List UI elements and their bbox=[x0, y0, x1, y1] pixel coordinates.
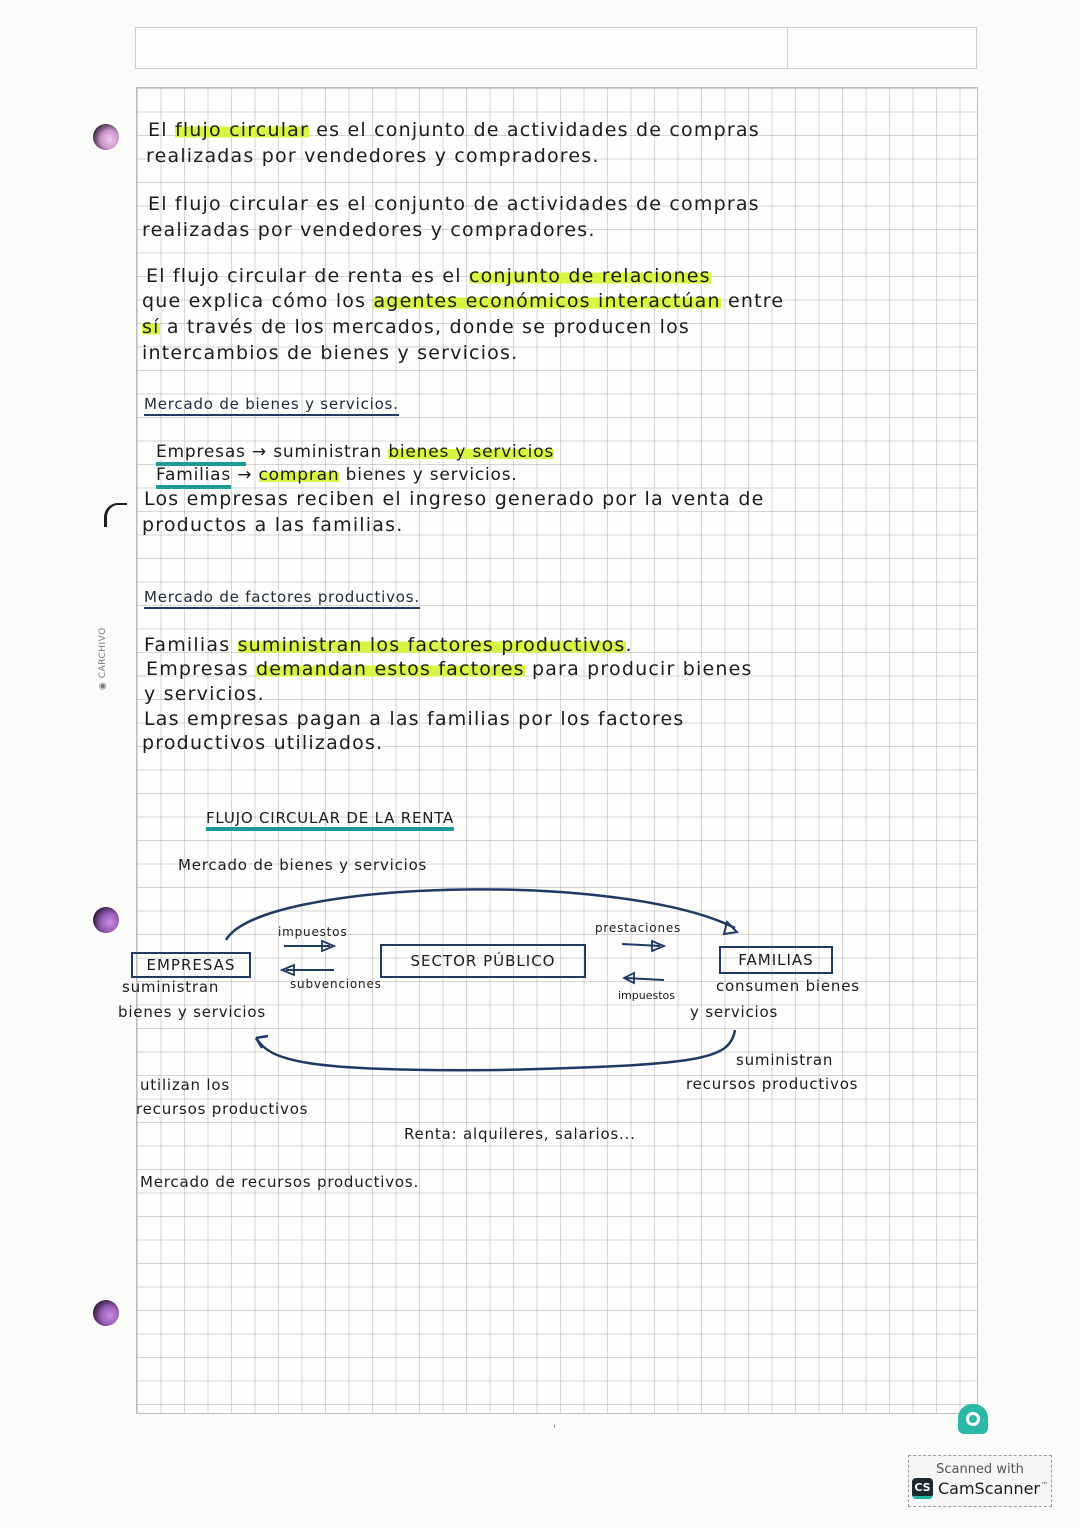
side-brand-text: CARCHIVO bbox=[98, 627, 108, 679]
highlighted-term: sí bbox=[142, 316, 160, 338]
section-heading-factors bbox=[144, 585, 420, 609]
goods-line-2 bbox=[156, 463, 518, 487]
label-familias-desc-1: consumen bienes bbox=[716, 977, 860, 995]
term-familias: Familias bbox=[156, 465, 231, 489]
camscanner-logo-icon: CS bbox=[912, 1478, 933, 1499]
highlighted-term: bienes y servicios bbox=[388, 442, 555, 462]
watermark-brand-name: CamScanner bbox=[937, 1479, 1041, 1498]
section-heading-text: Mercado de factores productivos. bbox=[144, 588, 420, 609]
label-impuestos-bottom: impuestos bbox=[618, 989, 675, 1002]
section-heading-goods bbox=[144, 392, 399, 416]
paragraph-3-line-1 bbox=[146, 264, 711, 288]
paragraph-1-line-1 bbox=[148, 118, 760, 142]
paragraph-3-line-3 bbox=[142, 315, 690, 339]
paragraph-2-line-2: realizadas por vendedores y compradores. bbox=[142, 219, 596, 241]
text-segment: es el conjunto de actividades de compras bbox=[309, 119, 760, 141]
app-logo-ring bbox=[966, 1412, 980, 1426]
header-divider bbox=[787, 28, 788, 68]
binder-hole-icon bbox=[93, 907, 119, 933]
label-empresas-desc-2: bienes y servicios bbox=[118, 1003, 266, 1021]
text-segment: El bbox=[148, 119, 175, 141]
text-segment: Empresas bbox=[146, 658, 256, 680]
node-label: FAMILIAS bbox=[738, 951, 814, 969]
diagram-bottom-market-label: Mercado de recursos productivos. bbox=[140, 1173, 420, 1191]
text-segment: entre bbox=[720, 290, 785, 312]
binder-hole-icon bbox=[93, 1300, 119, 1326]
page-mark: ' bbox=[553, 1424, 556, 1435]
diagram-title-text: FLUJO CIRCULAR DE LA RENTA bbox=[206, 809, 454, 831]
factors-line-5: productivos utilizados. bbox=[142, 732, 384, 754]
text-segment: a través de los mercados, donde se producen los bbox=[159, 316, 690, 338]
node-label: EMPRESAS bbox=[146, 956, 236, 974]
header-box bbox=[135, 27, 977, 69]
highlighted-term: suministran los factores productivos bbox=[237, 634, 626, 656]
label-renta: Renta: alquileres, salarios... bbox=[404, 1125, 636, 1143]
label-empresas-use-2: recursos productivos bbox=[136, 1100, 309, 1118]
text-segment: para producir bienes bbox=[524, 658, 753, 680]
highlighted-term: demandan estos factores bbox=[255, 658, 525, 680]
factors-line-4: Las empresas pagan a las familias por los factores bbox=[144, 708, 685, 730]
side-brand-label bbox=[98, 627, 108, 690]
text-segment: suministran bbox=[273, 442, 389, 462]
paragraph-3-line-4: intercambios de bienes y servicios. bbox=[142, 342, 519, 364]
trademark-mark: ™ bbox=[1041, 1480, 1049, 1489]
diagram-top-market-label: Mercado de bienes y servicios bbox=[178, 856, 428, 874]
text-segment: . bbox=[625, 634, 633, 656]
text-segment: que explica cómo los bbox=[142, 290, 374, 312]
watermark-brand bbox=[909, 1478, 1051, 1499]
section-heading-text: Mercado de bienes y servicios. bbox=[144, 395, 399, 416]
label-familias-supply-2: recursos productivos bbox=[686, 1075, 859, 1093]
binder-hole-partial-icon bbox=[104, 503, 127, 527]
paragraph-2-line-1: El flujo circular es el conjunto de actividades de compras bbox=[148, 193, 760, 215]
node-label: SECTOR PÚBLICO bbox=[410, 952, 556, 970]
goods-line-4: productos a las familias. bbox=[142, 514, 404, 536]
arrow-right-icon: → bbox=[251, 442, 267, 462]
goods-line-3: Los empresas reciben el ingreso generado por la venta de bbox=[144, 488, 765, 510]
label-prestaciones: prestaciones bbox=[595, 921, 682, 935]
arrow-right-icon: → bbox=[237, 465, 253, 485]
app-logo-icon bbox=[958, 1404, 988, 1434]
label-empresas-use-1: utilizan los bbox=[140, 1076, 230, 1094]
highlighted-term: conjunto de relaciones bbox=[468, 265, 711, 287]
node-sector-publico bbox=[380, 944, 586, 978]
text-segment: El flujo circular de renta es el bbox=[146, 265, 469, 287]
factors-line-1 bbox=[144, 633, 633, 657]
label-impuestos-top: impuestos bbox=[278, 925, 348, 939]
text-segment: Familias bbox=[144, 634, 238, 656]
camscanner-watermark bbox=[908, 1455, 1052, 1507]
goods-line-1 bbox=[156, 440, 554, 464]
factors-line-2 bbox=[146, 657, 753, 681]
text-segment: bienes y servicios. bbox=[339, 465, 518, 485]
paragraph-3-line-2 bbox=[142, 289, 784, 313]
diagram-title bbox=[206, 806, 454, 830]
label-empresas-desc-1: suministran bbox=[122, 978, 220, 996]
brand-logo-icon: ◉ bbox=[98, 678, 108, 690]
highlighted-term: flujo circular bbox=[174, 119, 310, 141]
binder-hole-icon bbox=[93, 124, 119, 150]
factors-line-3: y servicios. bbox=[144, 683, 265, 705]
label-familias-desc-2: y servicios bbox=[690, 1003, 779, 1021]
highlighted-term: agentes económicos interactúan bbox=[373, 290, 721, 312]
label-subvenciones: subvenciones bbox=[290, 977, 382, 991]
label-familias-supply-1: suministran bbox=[736, 1051, 834, 1069]
paragraph-1-line-2: realizadas por vendedores y compradores. bbox=[146, 145, 600, 167]
term-empresas: Empresas bbox=[156, 442, 246, 466]
highlighted-term: compran bbox=[258, 465, 340, 485]
node-familias bbox=[719, 946, 833, 974]
watermark-caption: Scanned with bbox=[936, 1462, 1024, 1477]
